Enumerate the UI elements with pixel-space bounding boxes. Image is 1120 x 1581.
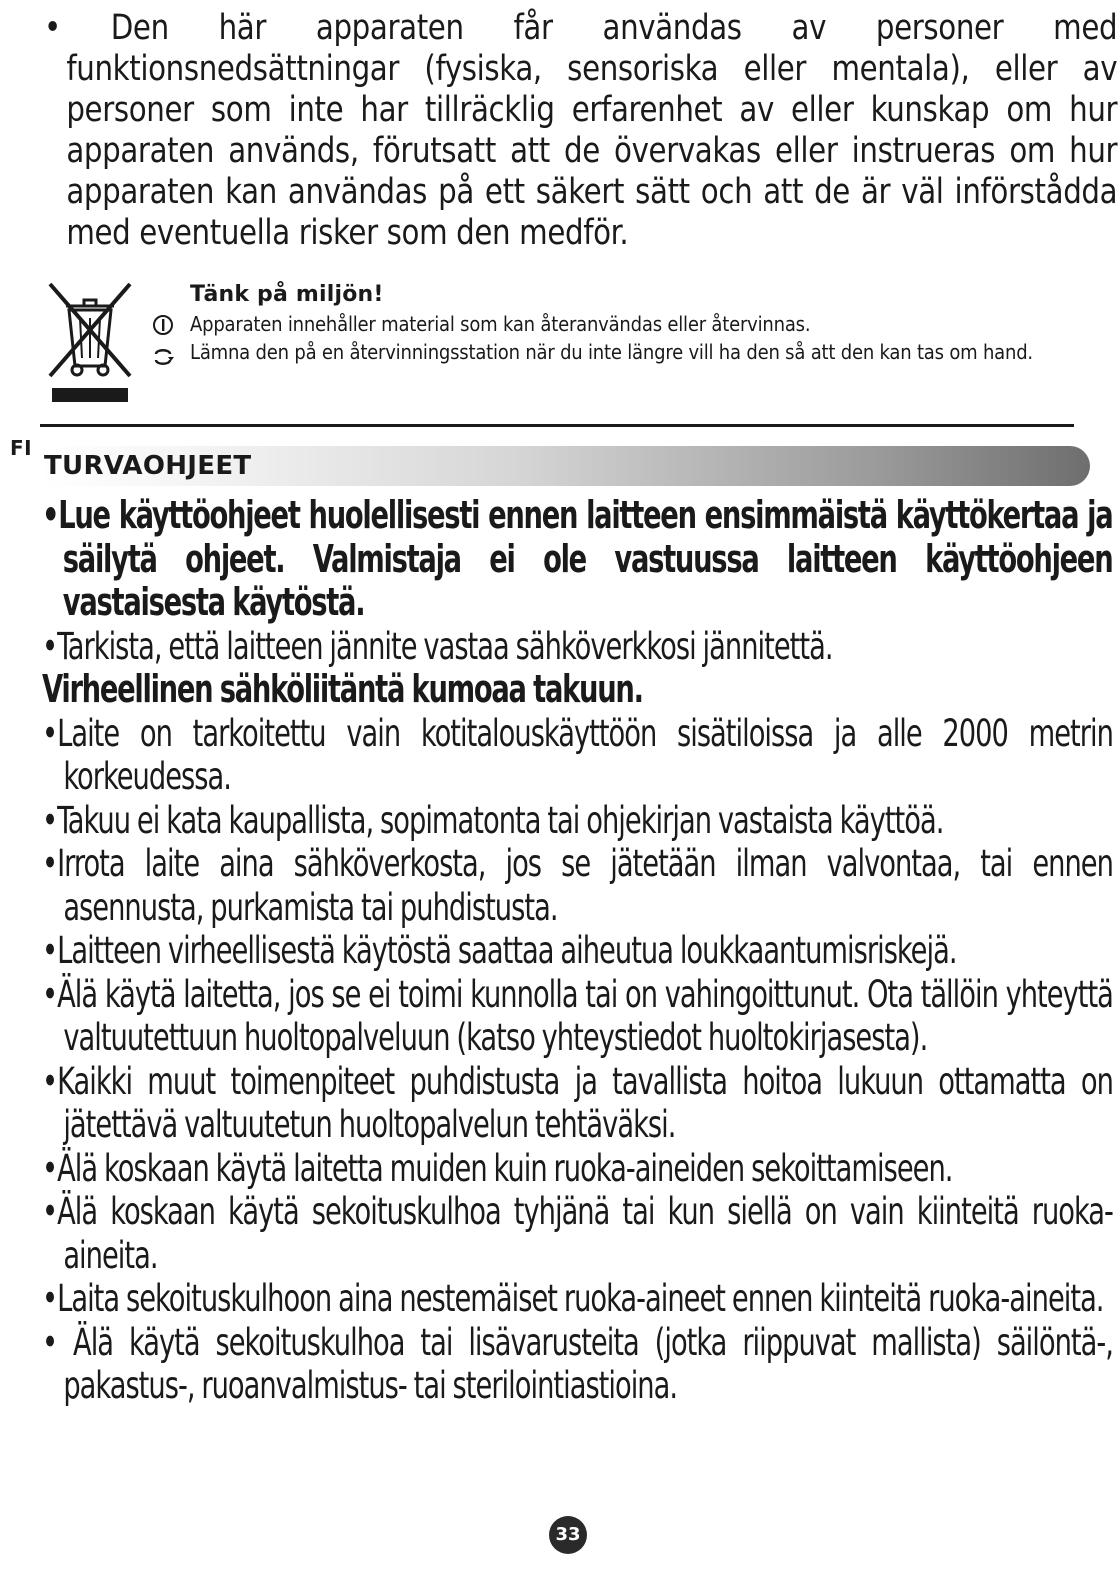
section-title: TURVAOHJEET: [44, 451, 252, 481]
page-number-badge: 33: [549, 1516, 587, 1554]
list-item: •Takuu ei kata kaupallista, sopimatonta tai ohjekirjan vastaista käyttöä.: [42, 798, 944, 842]
language-tag: FI: [10, 436, 33, 460]
info-icon: [152, 314, 174, 336]
environment-line-text: Apparaten innehåller material som kan återanvändas eller återvinnas.: [190, 312, 811, 336]
finnish-safety-list: [42, 493, 1113, 1408]
list-item: •Laita sekoituskulhoon aina nestemäiset ruoka-aineet ennen kiinteitä ruoka-aineita.: [42, 1277, 1104, 1320]
environment-title: Tänk på miljön!: [190, 282, 384, 307]
environment-line-dispose: [152, 338, 1052, 366]
list-item: Virheellinen sähköliitäntä kumoaa takuun.: [42, 667, 643, 711]
environment-notice: [152, 280, 1052, 366]
crossed-out-wheelie-bin-icon: [44, 278, 136, 404]
list-item: •Tarkista, että laitteen jännite vastaa sähköverkkosi jännitettä.: [42, 624, 833, 668]
arrow-icon: [152, 346, 174, 368]
environment-line-text: Lämna den på en återvinningsstation när du inte längre vill ha den så att den kan tas om hand.: [190, 340, 1033, 364]
list-item: •Irrota laite aina sähköverkosta, jos se jätetään ilman valvontaa, tai ennen asennusta, purkamista tai puhdistusta.: [42, 842, 1113, 929]
list-item: •Laite on tarkoitettu vain kotitalouskäyttöön sisätiloissa ja alle 2000 metrin korkeudessa.: [42, 711, 1113, 798]
swedish-safety-section: [44, 8, 1118, 254]
section-divider: [40, 424, 1074, 427]
list-item: • Älä käytä sekoituskulhoa tai lisävarusteita (jotka riippuvat mallista) säilöntä-, pakastus-, ruoanvalmistus- tai sterilointiastioina.: [42, 1320, 1113, 1407]
list-item: •Älä koskaan käytä sekoituskulhoa tyhjänä tai kun siellä on vain kiinteitä ruoka-aineita.: [42, 1190, 1113, 1277]
list-item: •Laitteen virheellisestä käytöstä saattaa aiheutua loukkaantumisriskejä.: [42, 929, 957, 972]
environment-line-recycle: [152, 310, 1052, 338]
list-item: •Älä koskaan käytä laitetta muiden kuin ruoka-aineiden sekoittamiseen.: [42, 1146, 953, 1190]
list-item: •Kaikki muut toimenpiteet puhdistusta ja tavallista hoitoa lukuun ottamatta on jätettävä valtuutetun huoltopalvelun tehtäväksi.: [42, 1059, 1113, 1146]
swedish-bullet-text: • Den här apparaten får användas av personer med funktionsnedsättningar (fysiska, sensoriska eller mentala), eller av personer som inte har tillräcklig erfarenhet av eller kunskap om hur apparaten används, förutsatt att de övervakas eller instrueras om hur apparaten kan användas på ett säkert sätt och att de är väl införstådda med eventuella risker som den medför.: [44, 8, 1118, 253]
list-item: •Lue käyttöohjeet huolellisesti ennen laitteen ensimmäistä käyttökertaa ja säilytä ohjeet. Valmistaja ei ole vastuussa laitteen käyttöohjeen vastaisesta käytöstä.: [42, 493, 1113, 624]
list-item: •Älä käytä laitetta, jos se ei toimi kunnolla tai on vahingoittunut. Ota tällöin yhteyttä valtuutettuun huoltopalveluun (katso yhteystiedot huoltokirjasesta).: [42, 972, 1113, 1059]
